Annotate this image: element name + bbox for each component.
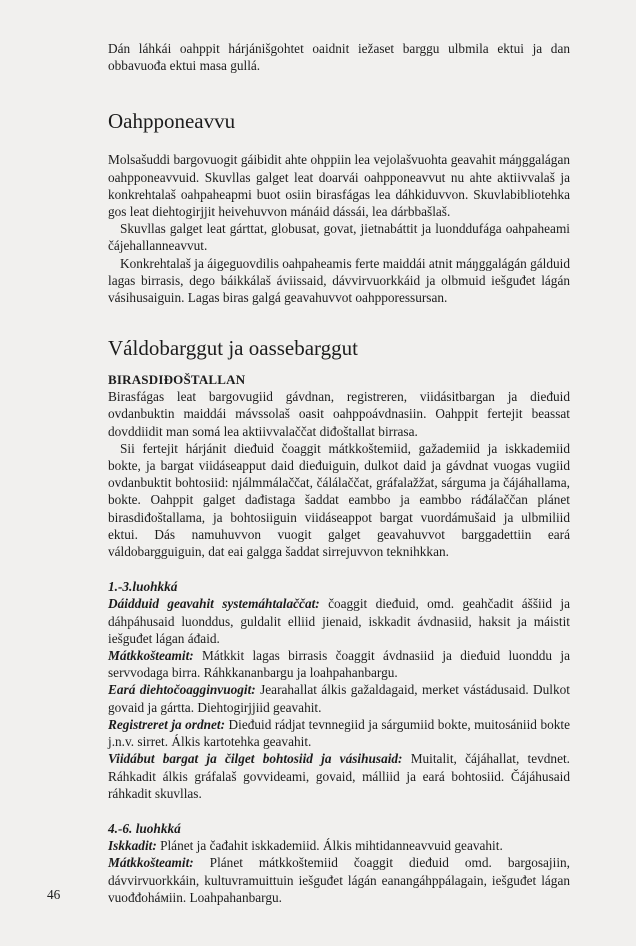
grade-1-3-title: 1.-3.luohkká <box>108 579 178 595</box>
grade-1-3-item <box>108 681 570 715</box>
oahpponeavvu-paragraph-3: Konkrehtalaš ja áigeguovdilis oahpaheamis ferte maiddái atnit máŋggalágán gálduid lagas birrasis, dego báikkálaš áviissaid, dávvirvuorkkáid ja olbmuid iešguđet lágán vásihusaiguin. Lagas biras galgá geavahuvvot oahpporessursan. <box>108 255 570 306</box>
grade-4-6-item <box>108 854 570 906</box>
subheading-birasdidostallan: BIRASDIĐOŠTALLAN <box>108 372 246 388</box>
item-text: Dieđuid rádjat tevnnegiid ja sárgumiid bokte, muitosániid bokte j.n.v. sirret. Álkis kartotehka geavahit. <box>108 716 570 750</box>
heading-oahpponeavvu: Oahpponeavvu <box>108 109 236 134</box>
item-label: Eará diehtočoagginvuogit: <box>108 682 256 698</box>
grade-4-6-item <box>108 837 570 854</box>
item-label: Iskkadit: <box>108 838 157 854</box>
grade-1-3-item <box>108 595 570 647</box>
item-label: Mátkkošteamit: <box>108 855 194 871</box>
heading-valdobarggut: Váldobarggut ja oassebarggut <box>108 336 359 361</box>
intro-paragraph: Dán láhkái oahppit hárjánišgohtet oaidnit iežaset barggu ulbmila ektui ja dan obbavuođa ektui masa gullá. <box>108 41 570 74</box>
item-label: Mátkkošteamit: <box>108 648 194 664</box>
item-text: Plánet ja čađahit iskkademiid. Álkis mihtidanneavvuid geavahit. <box>156 838 503 854</box>
item-text: Muitalit, čájáhallat, tevdnet. Ráhkadit álkis gráfalaš govvideami, govaid, málliid ja eará bohtosiid. Čájáhusaid ráhkadit skuvllas. <box>108 751 570 801</box>
page-number: 46 <box>47 887 61 902</box>
item-text: Plánet mátkkoštemiid čoaggit dieđuid omd. bargosajiin, dávvirvuorkkáin, kultuvramuittuin iešguđet lágán eanangáhppálagain, iešguđet lágan vuođđoháміin. Loahpahanbargu. <box>108 855 570 905</box>
oahpponeavvu-paragraph-2: Skuvllas galget leat gárttat, globusat, govat, jietnabáttit ja luonddufága oahpaheami čájehallanneavvut. <box>108 221 570 254</box>
valdobarggut-paragraph-1: Birasfágas leat bargovugiid gávdnan, registreren, viidásitbargan ja dieđuid ovdanbuktin maiddái mávssolaš oasit oahppoávdnasiin. Oahppit fertejit beassat dovddiidit man somá lea aktiivvalaččat diđoštallat birrasa. <box>108 389 570 439</box>
item-label: Registreret ja ordnet: <box>108 716 226 732</box>
item-text: Mátkkit lagas birrasis čoaggit ávdnasiid ja dieđuid luonddu ja servvodaga birra. Ráhkkananbargu ja loahpahanbargu. <box>108 648 570 681</box>
item-label: Viidábut bargat ja čilget bohtosiid ja vásihusaid: <box>108 751 403 767</box>
grade-1-3-section <box>108 578 570 802</box>
grade-1-3-item <box>108 716 570 750</box>
item-text: Jearahallat álkis gažaldagaid, merket vástádusaid. Dulkot govaid ja gártta. Diehtogirjjiid geavahit. <box>108 682 570 715</box>
item-text: čoaggit dieđuid, omd. geahčadit áššiid ja dáhpáhusaid luonddus, guldalit elliid jienaid, iskkadit ávdnasiid, haksit ja máistit iešguđet lágan áđaid. <box>108 596 570 646</box>
grade-4-6-title: 4.-6. luohkká <box>108 820 181 836</box>
grade-4-6-section <box>108 820 570 906</box>
item-label: Dáidduid geavahit systemáhtalaččat: <box>108 596 320 612</box>
valdobarggut-paragraph-2: Sii fertejit hárjánit dieđuid čoaggit mátkkoštemiid, gažademiid ja iskkademiid bokte, ja bargat viidáseapput daid dieđuiguin, dulkot daid ja gávdnat vuogas vugiid ovdanbuktit bohtosiid: njálmmálaččat, čálálaččat, gráfalažžat, sárguma ja čájáhallama, bokte. Oahppit galget dađistaga šaddat eambbo ja eambbo ráđálaččan plánet birasdiđoštallama, ja bohtosiiguin viidáseappot bargat vuordámušaid ja ulbmiliid ektui. Dás namuhuvvon vuogit galget geavahuvvot barggadettiin eará váldobargguiguin, dat eai galgga šaddat sirrejuvvon teknihkkan. <box>108 440 570 560</box>
grade-1-3-item <box>108 750 570 802</box>
grade-1-3-item <box>108 647 570 681</box>
page-content <box>108 40 570 906</box>
oahpponeavvu-paragraph-1: Molsašuddi bargovuogit gáibidit ahte ohppiin lea vejolašvuohta geavahit máŋggalágan oahpponeavvuid. Skuvllas galget leat doarvái oahpponeavvut nu ahte aktiivvalaš ja konkrehtalaš oahpaheapmi buot osiin birasfágas lea dáhkiduvvon. Skuvlabibliotehka gos leat diehtogirjjit heivehuvvon mánáid dássái, lea dárbbašlaš. <box>108 152 570 220</box>
